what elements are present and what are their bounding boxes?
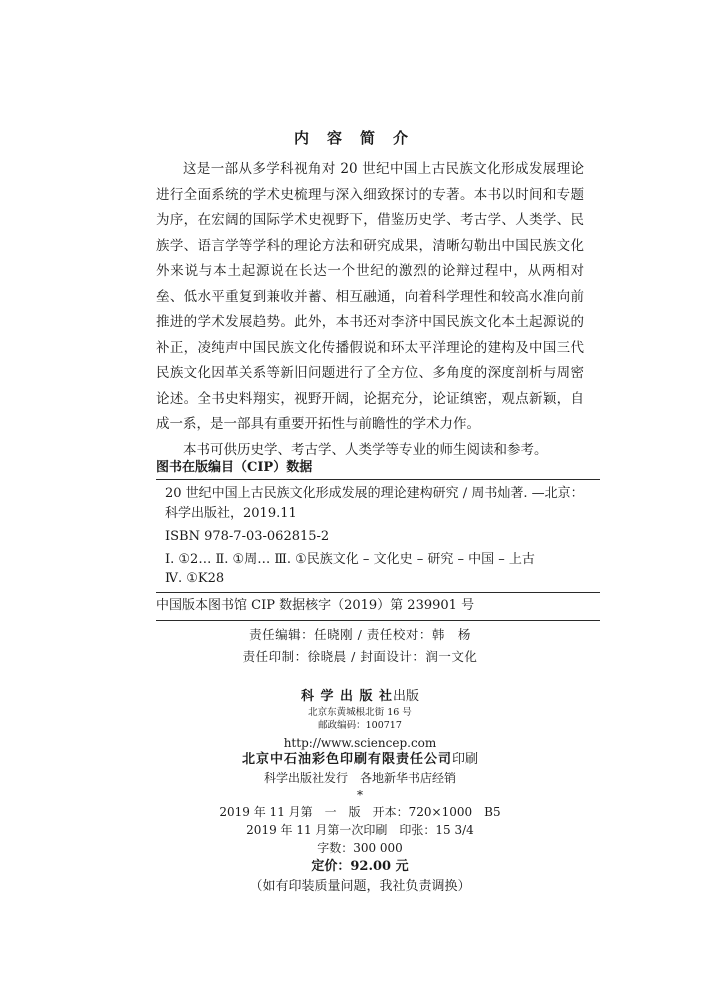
cip-line: Ⅰ. ①2… Ⅱ. ①周… Ⅲ. ①民族文化 – 文化史 – 研究 – 中国 – 上古 xyxy=(165,552,535,567)
cip-line: ISBN 978-7-03-062815-2 xyxy=(165,529,330,544)
publisher-name: 科 学 出 版 社 xyxy=(300,689,394,704)
cip-heading: 图书在版编目（CIP）数据 xyxy=(156,460,313,475)
word-count: 字数：300 000 xyxy=(317,841,403,855)
cip-middle-divider xyxy=(156,592,600,593)
cip-line: 20 世纪中国上古民族文化形成发展的理论建构研究 / 周书灿著. —北京： xyxy=(165,486,584,501)
editors-line-2: 责任印制：徐晓晨 / 封面设计：润一文化 xyxy=(242,649,478,664)
printer-name: 北京中石油彩色印刷有限责任公司 xyxy=(241,752,452,767)
printer-suffix: 印刷 xyxy=(452,752,479,767)
publisher-suffix: 出版 xyxy=(393,689,420,704)
summary-paragraph: 本书可供历史学、考古学、人类学等专业的师生阅读和参考。 xyxy=(183,441,548,458)
summary-paragraph: 这是一部从多学科视角对 20 世纪中国上古民族文化形成发展理论进行全面系统的学术史梳理与深入细致探讨的专著。本书以时间和专题为序，在宏阔的国际学术史视野下，借鉴历史学、考古学、人类学、民族学、语言学等学科的理论方法和研究成果，清晰勾勒出中国民族文化外来说与本土起源说在长达一个世纪的激烈的论辩过程中，从两相对垒、低水平重复到兼收并蓄、相互融通，向着科学理性和较高水准向前推进的学术发展趋势。此外，本书还对李济中国民族文化本土起源说的补正，凌纯声中国民族文化传播假说和环太平洋理论的建构及中国三代民族文化因革关系等新旧问题进行了全方位、多角度的深度剖析与周密论述。全书史料翔实，视野开阔，论据充分，论证缜密，观点新颖，自成一系，是一部具有重要开拓性与前瞻性的学术力作。 xyxy=(156,161,584,432)
cip-line: Ⅳ. ①K28 xyxy=(165,571,225,586)
cip-bottom-divider xyxy=(156,620,600,621)
quality-notice: （如有印装质量问题，我社负责调换） xyxy=(249,879,471,894)
cip-top-divider xyxy=(156,479,600,480)
publisher-address: 北京东黄城根北街 16 号 xyxy=(308,707,412,718)
cip-line: 科学出版社，2019.11 xyxy=(165,506,297,521)
edition-line: 2019 年 11 月第 一 版 开本：720×1000 B5 xyxy=(219,805,501,819)
distribution-line: 科学出版社发行 各地新华书店经销 xyxy=(263,771,456,785)
publisher-line xyxy=(0,688,720,706)
cip-record-number: 中国版本图书馆 CIP 数据核字（2019）第 239901 号 xyxy=(156,598,475,613)
printing-line: 2019 年 11 月第一次印刷 印张：15 3/4 xyxy=(246,823,474,837)
price: 定价：92.00 元 xyxy=(311,859,409,874)
publisher-postcode: 邮政编码：100717 xyxy=(318,720,402,731)
summary-title: 内容简介 xyxy=(293,129,426,147)
printer-line xyxy=(0,751,720,769)
summary-body xyxy=(156,157,584,463)
editors-line-1: 责任编辑：任晓刚 / 责任校对：韩 杨 xyxy=(249,627,471,642)
publisher-url: http://www.sciencep.com xyxy=(283,736,437,750)
separator-star: * xyxy=(357,788,363,802)
